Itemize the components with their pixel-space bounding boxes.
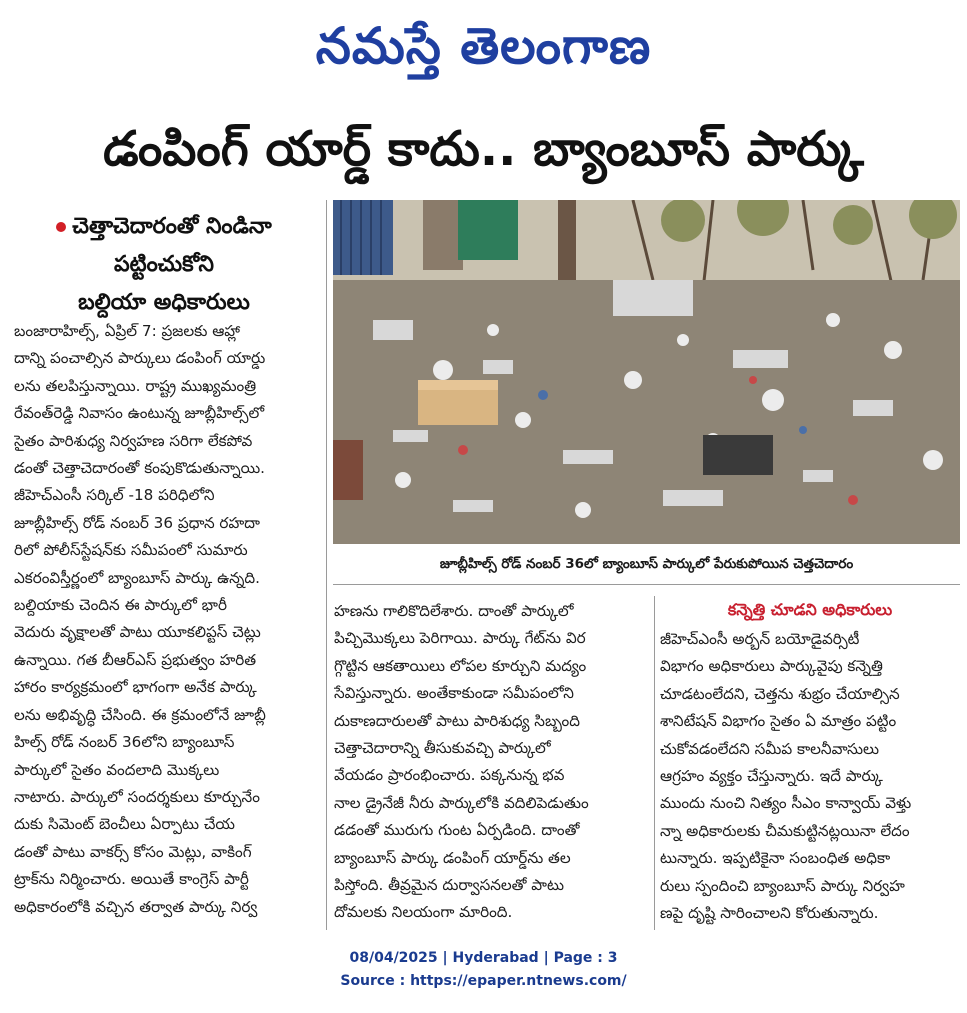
deck-line-2: పట్టించుకోని <box>114 252 214 277</box>
headline: డంపింగ్ యార్డ్ కాదు.. బ్యాంబూస్ పార్కు <box>103 121 864 177</box>
article-column-3: జీహెచ్‌ఎంసీ అర్బన్ బయోడైవర్సిటీ విభాగం అధికారులు పార్కువైపు కన్నెత్తి చూడటంలేదని, చెత్తను శుభ్రం చేయాల్సిన శానిటేషన్ విభాగం సైతం ఏ మాత్రం పట్టిం చుకోవడంలేదని సమీప కాలనీవాసులు ఆగ్రహం వ్యక్తం చేస్తున్నారు. ఇదే పార్కు ముందు నుంచి నిత్యం సీఎం కాన్వాయ్ వెళ్తు న్నా అధికారులకు చీమకుట్టినట్లయినా లేదం టున్నారు. ఇప్పటికైనా సంబంధిత అధికా రులు స్పందించి బ్యాంబూస్ పార్కు నిర్వహ ణపై దృష్టి సారించాలని కోరుతున్నారు. <box>660 630 912 923</box>
garbage-photo-illustration <box>333 200 960 544</box>
article-column-2: హణను గాలికొదిలేశారు. దాంతో పార్కులో పిచ్చిమొక్కలు పెరిగాయి. పార్కు గేట్‌ను విర గ్గొట్టిన ఆకతాయిలు లోపల కూర్చుని మద్యం సేవిస్తున్నారు. అంతేకాకుండా సమీపంలోని దుకాణదారులతో పాటు పారిశుధ్య సిబ్బంది చెత్తాచెదారాన్ని తీసుకువచ్చి పార్కులో వేయడం ప్రారంభించారు. పక్కనున్న భవ నాల డ్రైనేజీ నీరు పార్కులోకి వదిలిపెడుతుం డడంతో మురుగు గుంట ఏర్పడింది. దాంతో బ్యాంబూస్ పార్కు డంపింగ్ యార్డ్‌ను తల పిస్తోంది. తీవ్రమైన దుర్వాసనలతో పాటు దోమలకు నిలయంగా మారింది. <box>334 602 589 922</box>
deck <box>14 208 314 322</box>
article-column-1: బంజారాహిల్స్, ఏప్రిల్ 7: ప్రజలకు ఆహ్లా దాన్ని పంచాల్సిన పార్కులు డంపింగ్ యార్డు లను తలపిస్తున్నాయి. రాష్ట్ర ముఖ్యమంత్రి రేవంత్‌రెడ్డి నివాసం ఉంటున్న జూబ్లీహిల్స్‌లో సైతం పారిశుధ్య నిర్వహణ సరిగా లేకపోవ డంతో చెత్తాచెదారంతో కంపుకొడుతున్నాయి. జీహెచ్‌ఎంసీ సర్కిల్ -18 పరిధిలోని జూబ్లీహిల్స్ రోడ్ నంబర్ 36 ప్రధాన రహదా రిలో పోలీస్‌స్టేషన్‌కు సమీపంలో సుమారు ఎకరంవిస్తీర్ణంలో బ్యాంబూస్ పార్కు ఉన్నది. బల్దియాకు చెందిన ఈ పార్కులో భారీ వెదురు వృక్షాలతో పాటు యూకలిప్టస్ చెట్లు ఉన్నాయి. గత బీఆర్‌ఎస్ ప్రభుత్వం హరిత హారం కార్యక్రమంలో భాగంగా అనేక పార్కు లను అభివృద్ధి చేసింది. ఈ క్రమంలోనే జూబ్లీ హిల్స్ రోడ్ నంబర్ 36లోని బ్యాంబూస్ పార్కులో సైతం వందలాది మొక్కలు నాటారు. పార్కులో సందర్శకులు కూర్చునేం దుకు సిమెంట్ బెంచీలు ఏర్పాటు చేయ డంతో పాటు వాకర్స్ కోసం మెట్లు, వాకింగ్ ట్రాక్‌ను నిర్మించారు. అయితే కాంగ్రెస్ పార్టీ అధికారంలోకి వచ్చిన తర్వాత పార్కు నిర్వ <box>14 322 266 916</box>
caption-divider <box>333 584 960 585</box>
photo-caption: జూబ్లీహిల్స్ రోడ్ నంబర్ 36లో బ్యాంబూస్ పార్కులో పేరుకుపోయిన చెత్తచెదారం <box>439 556 854 572</box>
column-divider <box>326 200 327 930</box>
footer-source-link[interactable]: Source : https://epaper.ntnews.com/ <box>340 973 627 989</box>
bullet-icon <box>56 222 66 232</box>
deck-line-3: బల్దియా అధికారులు <box>78 290 250 315</box>
deck-line-1: చెత్తాచెదారంతో నిండినా <box>14 208 314 246</box>
subheading: కన్నెత్తి చూడని అధికారులు <box>727 600 893 619</box>
masthead-logo: నమస్తే తెలంగాణ <box>315 16 652 75</box>
footer-date-line: 08/04/2025 | Hyderabad | Page : 3 <box>349 950 618 966</box>
column-divider <box>654 596 655 930</box>
news-photo <box>333 200 960 544</box>
